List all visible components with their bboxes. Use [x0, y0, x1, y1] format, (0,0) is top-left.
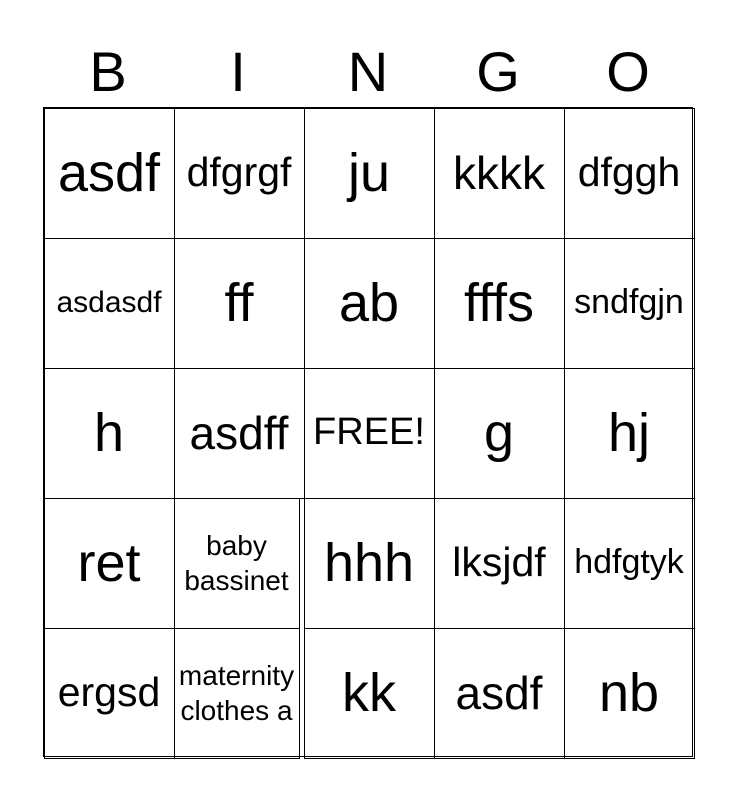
- cell-text: ergsd: [57, 669, 161, 716]
- bingo-cell[interactable]: [174, 628, 300, 759]
- cell-text: dfgrgf: [186, 149, 292, 196]
- bingo-cell[interactable]: [44, 368, 175, 499]
- cell-text: asdf: [57, 142, 161, 203]
- header-letter-b: B: [89, 40, 127, 103]
- header-letter-o: O: [606, 40, 650, 103]
- bingo-cell[interactable]: [174, 498, 300, 629]
- bingo-cell[interactable]: [304, 498, 435, 629]
- cell-text: ret: [77, 532, 141, 593]
- bingo-cell[interactable]: [564, 238, 695, 369]
- bingo-cell[interactable]: [564, 368, 695, 499]
- bingo-cell[interactable]: [434, 498, 565, 629]
- cell-text: hdfgtyk: [574, 543, 684, 582]
- cell-text: asdasdf: [56, 286, 162, 320]
- cell-text: lksjdf: [452, 539, 546, 586]
- bingo-cell[interactable]: [304, 238, 435, 369]
- bingo-cell[interactable]: [564, 498, 695, 629]
- cell-text: nb: [598, 662, 660, 723]
- header-letter-i: I: [230, 40, 246, 103]
- bingo-cell[interactable]: [564, 108, 695, 239]
- bingo-cell[interactable]: [434, 238, 565, 369]
- bingo-board: [43, 107, 693, 757]
- bingo-cell[interactable]: [304, 108, 435, 239]
- cell-text: fffs: [463, 272, 535, 333]
- cell-text: hhh: [323, 532, 415, 593]
- bingo-cell[interactable]: [44, 238, 175, 369]
- cell-text: hj: [607, 402, 651, 463]
- cell-text: ff: [224, 272, 254, 333]
- bingo-cell[interactable]: [434, 108, 565, 239]
- cell-text: kk: [342, 662, 396, 723]
- cell-text: asdf: [455, 666, 543, 719]
- bingo-cell[interactable]: [434, 368, 565, 499]
- cell-text: baby bassinet: [184, 530, 289, 596]
- bingo-header: [43, 36, 693, 108]
- header-letter-g: G: [476, 40, 520, 103]
- cell-text: sndfgjn: [574, 283, 684, 322]
- cell-text: asdff: [189, 406, 289, 459]
- bingo-cell[interactable]: [564, 628, 695, 759]
- cell-text: dfggh: [577, 149, 681, 196]
- bingo-cell[interactable]: [44, 628, 175, 759]
- free-space-label: FREE!: [313, 411, 425, 454]
- cell-text: ab: [338, 272, 400, 333]
- bingo-cell[interactable]: [304, 628, 435, 759]
- bingo-cell[interactable]: [174, 238, 305, 369]
- free-space-cell[interactable]: [304, 368, 435, 499]
- cell-text: h: [93, 402, 125, 463]
- bingo-cell[interactable]: [44, 108, 175, 239]
- bingo-cell[interactable]: [174, 108, 305, 239]
- cell-text: g: [483, 402, 515, 463]
- bingo-cell[interactable]: [434, 628, 565, 759]
- cell-text: kkkk: [453, 146, 545, 199]
- cell-text: ju: [347, 142, 391, 203]
- bingo-cell[interactable]: [44, 498, 175, 629]
- cell-text: maternity clothes a: [178, 660, 295, 726]
- bingo-cell[interactable]: [174, 368, 305, 499]
- header-letter-n: N: [347, 40, 389, 103]
